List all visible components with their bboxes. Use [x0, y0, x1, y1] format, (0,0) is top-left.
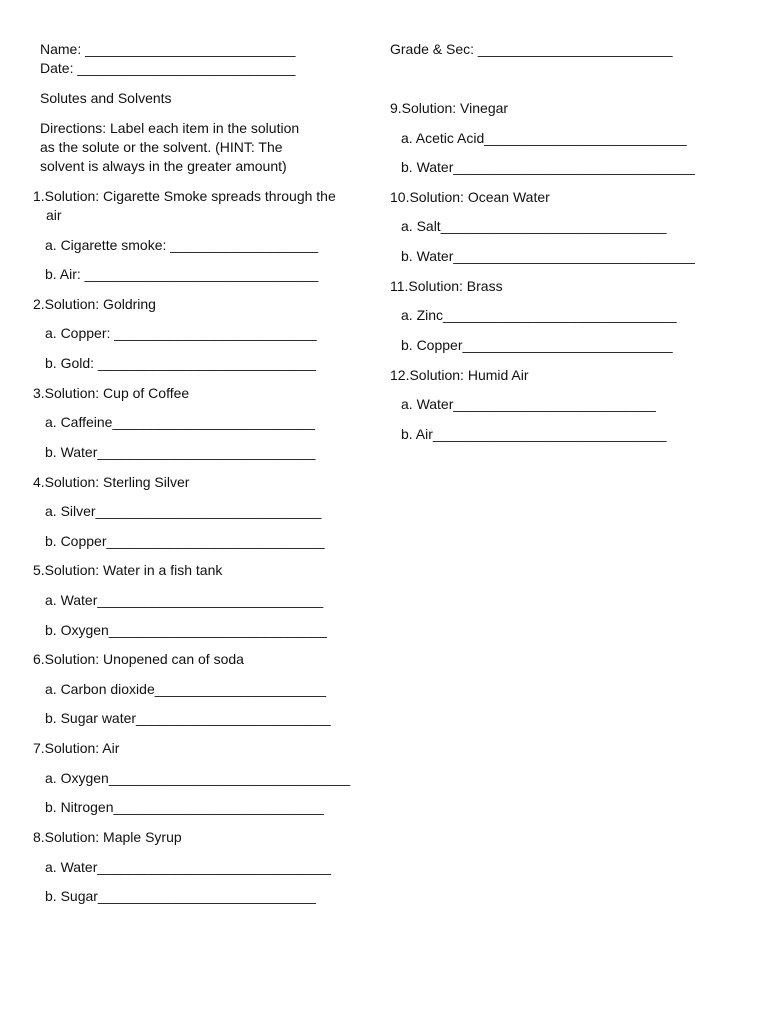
question-11-answer-b[interactable]: b. Copper___________________________: [401, 337, 673, 353]
question-5-answer-a[interactable]: a. Water_____________________________: [45, 592, 324, 608]
question-1-heading: 1.Solution: Cigarette Smoke spreads through the: [33, 188, 336, 204]
grade-section-field-line[interactable]: Grade & Sec: _________________________: [390, 41, 673, 57]
question-8-answer-b[interactable]: b. Sugar____________________________: [45, 888, 316, 904]
question-9-answer-b[interactable]: b. Water_______________________________: [401, 159, 695, 175]
question-1-answer-b[interactable]: b. Air: ______________________________: [45, 266, 319, 282]
question-11-heading: 11.Solution: Brass: [390, 278, 503, 294]
question-3-answer-a[interactable]: a. Caffeine__________________________: [45, 414, 315, 430]
question-7-answer-a[interactable]: a. Oxygen_______________________________: [45, 770, 351, 786]
question-6-answer-b[interactable]: b. Sugar water_________________________: [45, 710, 331, 726]
question-4-answer-a[interactable]: a. Silver_____________________________: [45, 503, 322, 519]
question-2-answer-a[interactable]: a. Copper: __________________________: [45, 325, 317, 341]
question-8-answer-a[interactable]: a. Water______________________________: [45, 859, 331, 875]
question-10-answer-b[interactable]: b. Water_______________________________: [401, 248, 695, 264]
question-10-heading: 10.Solution: Ocean Water: [390, 189, 550, 205]
question-4-heading: 4.Solution: Sterling Silver: [33, 474, 190, 490]
question-7-heading: 7.Solution: Air: [33, 740, 120, 756]
question-12-answer-a[interactable]: a. Water__________________________: [401, 396, 656, 412]
question-3-answer-b[interactable]: b. Water____________________________: [45, 444, 316, 460]
question-8-heading: 8.Solution: Maple Syrup: [33, 829, 182, 845]
question-12-answer-b[interactable]: b. Air______________________________: [401, 426, 667, 442]
question-5-heading: 5.Solution: Water in a fish tank: [33, 562, 223, 578]
question-2-answer-b[interactable]: b. Gold: ____________________________: [45, 355, 316, 371]
question-6-heading: 6.Solution: Unopened can of soda: [33, 651, 244, 667]
date-field-line[interactable]: Date: ____________________________: [40, 60, 296, 76]
question-11-answer-a[interactable]: a. Zinc______________________________: [401, 307, 677, 323]
question-4-answer-b[interactable]: b. Copper____________________________: [45, 533, 325, 549]
question-1-heading-continued: air: [46, 207, 62, 223]
question-5-answer-b[interactable]: b. Oxygen____________________________: [45, 622, 327, 638]
directions-line-2: as the solute or the solvent. (HINT: The: [40, 139, 283, 155]
question-7-answer-b[interactable]: b. Nitrogen___________________________: [45, 799, 324, 815]
question-9-answer-a[interactable]: a. Acetic Acid__________________________: [401, 130, 687, 146]
question-1-answer-a[interactable]: a. Cigarette smoke: ___________________: [45, 237, 319, 253]
question-12-heading: 12.Solution: Humid Air: [390, 367, 529, 383]
question-9-heading: 9.Solution: Vinegar: [390, 100, 509, 116]
directions-line-1: Directions: Label each item in the solution: [40, 120, 300, 136]
question-10-answer-a[interactable]: a. Salt_____________________________: [401, 218, 667, 234]
question-6-answer-a[interactable]: a. Carbon dioxide______________________: [45, 681, 327, 697]
question-2-heading: 2.Solution: Goldring: [33, 296, 156, 312]
worksheet-title: Solutes and Solvents: [40, 90, 172, 106]
question-3-heading: 3.Solution: Cup of Coffee: [33, 385, 190, 401]
name-field-line[interactable]: Name: ___________________________: [40, 41, 296, 57]
directions-line-3: solvent is always in the greater amount): [40, 158, 287, 174]
